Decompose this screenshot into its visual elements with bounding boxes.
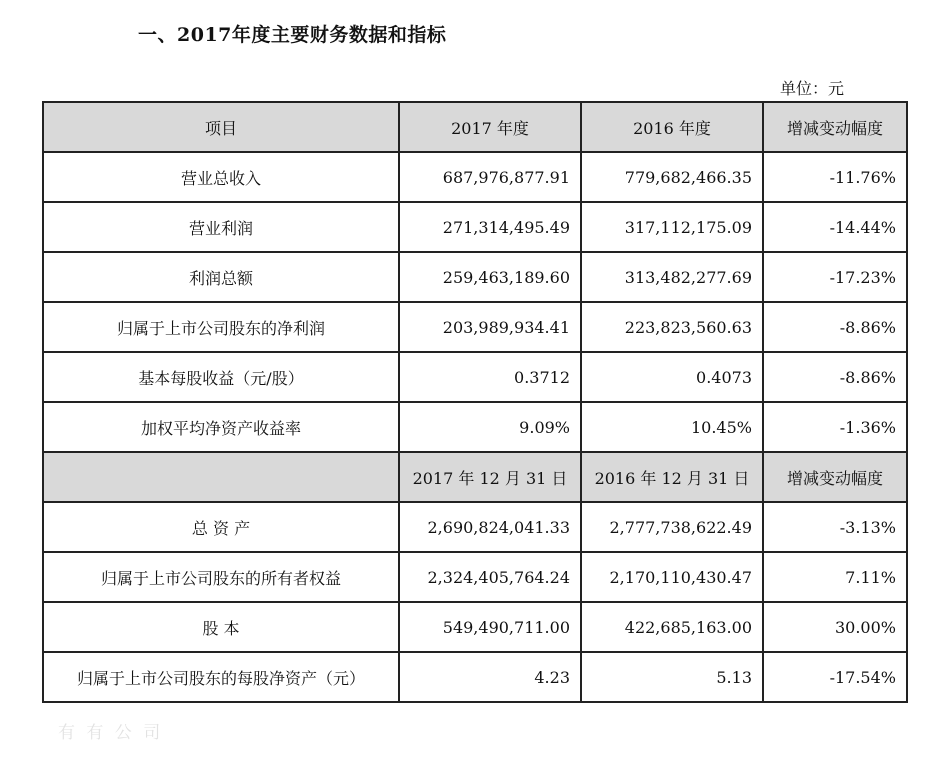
row-value-2016: 422,685,163.00 <box>581 602 763 652</box>
row-value-2016: 313,482,277.69 <box>581 252 763 302</box>
row-item: 基本每股收益（元/股） <box>43 352 399 402</box>
row-change: -3.13% <box>763 502 907 552</box>
row-value-2016: 223,823,560.63 <box>581 302 763 352</box>
row-item: 营业利润 <box>43 202 399 252</box>
row-value-2016: 2,777,738,622.49 <box>581 502 763 552</box>
table-header-row <box>43 452 907 502</box>
table-row <box>43 502 907 552</box>
table-row <box>43 252 907 302</box>
table-row <box>43 202 907 252</box>
row-change: -11.76% <box>763 152 907 202</box>
table-row <box>43 352 907 402</box>
row-item: 归属于上市公司股东的每股净资产（元） <box>43 652 399 702</box>
table-row <box>43 302 907 352</box>
row-value-2017: 2,690,824,041.33 <box>399 502 581 552</box>
row-item: 营业总收入 <box>43 152 399 202</box>
table-row <box>43 602 907 652</box>
unit-note: 单位：元 <box>780 79 845 98</box>
table-row <box>43 152 907 202</box>
row-value-2017: 9.09% <box>399 402 581 452</box>
header-item <box>43 452 399 502</box>
row-item: 加权平均净资产收益率 <box>43 402 399 452</box>
row-value-2016: 0.4073 <box>581 352 763 402</box>
row-item: 利润总额 <box>43 252 399 302</box>
row-change: -14.44% <box>763 202 907 252</box>
row-change: 30.00% <box>763 602 907 652</box>
row-change: -1.36% <box>763 402 907 452</box>
financial-data-table <box>42 101 908 703</box>
row-change: -8.86% <box>763 302 907 352</box>
row-value-2017: 4.23 <box>399 652 581 702</box>
row-change: 7.11% <box>763 552 907 602</box>
row-item: 股 本 <box>43 602 399 652</box>
table-row <box>43 552 907 602</box>
row-value-2016: 5.13 <box>581 652 763 702</box>
header-2016: 2016 年度 <box>581 102 763 152</box>
row-value-2016: 317,112,175.09 <box>581 202 763 252</box>
header-2017-12-31: 2017 年 12 月 31 日 <box>399 452 581 502</box>
row-change: -17.23% <box>763 252 907 302</box>
row-value-2017: 259,463,189.60 <box>399 252 581 302</box>
row-value-2017: 2,324,405,764.24 <box>399 552 581 602</box>
row-value-2016: 779,682,466.35 <box>581 152 763 202</box>
row-change: -17.54% <box>763 652 907 702</box>
table-row <box>43 402 907 452</box>
table-header-row <box>43 102 907 152</box>
row-item: 总 资 产 <box>43 502 399 552</box>
row-value-2017: 549,490,711.00 <box>399 602 581 652</box>
row-change: -8.86% <box>763 352 907 402</box>
watermark: 有 有 公 司 <box>58 723 164 743</box>
row-value-2017: 0.3712 <box>399 352 581 402</box>
row-value-2017: 687,976,877.91 <box>399 152 581 202</box>
row-value-2017: 271,314,495.49 <box>399 202 581 252</box>
table-row <box>43 652 907 702</box>
header-change: 增减变动幅度 <box>763 102 907 152</box>
row-item: 归属于上市公司股东的所有者权益 <box>43 552 399 602</box>
row-item: 归属于上市公司股东的净利润 <box>43 302 399 352</box>
section-title: 一、2017年度主要财务数据和指标 <box>138 24 447 46</box>
row-value-2016: 10.45% <box>581 402 763 452</box>
row-value-2016: 2,170,110,430.47 <box>581 552 763 602</box>
header-2016-12-31: 2016 年 12 月 31 日 <box>581 452 763 502</box>
header-item: 项目 <box>43 102 399 152</box>
header-2017: 2017 年度 <box>399 102 581 152</box>
header-change: 增减变动幅度 <box>763 452 907 502</box>
row-value-2017: 203,989,934.41 <box>399 302 581 352</box>
